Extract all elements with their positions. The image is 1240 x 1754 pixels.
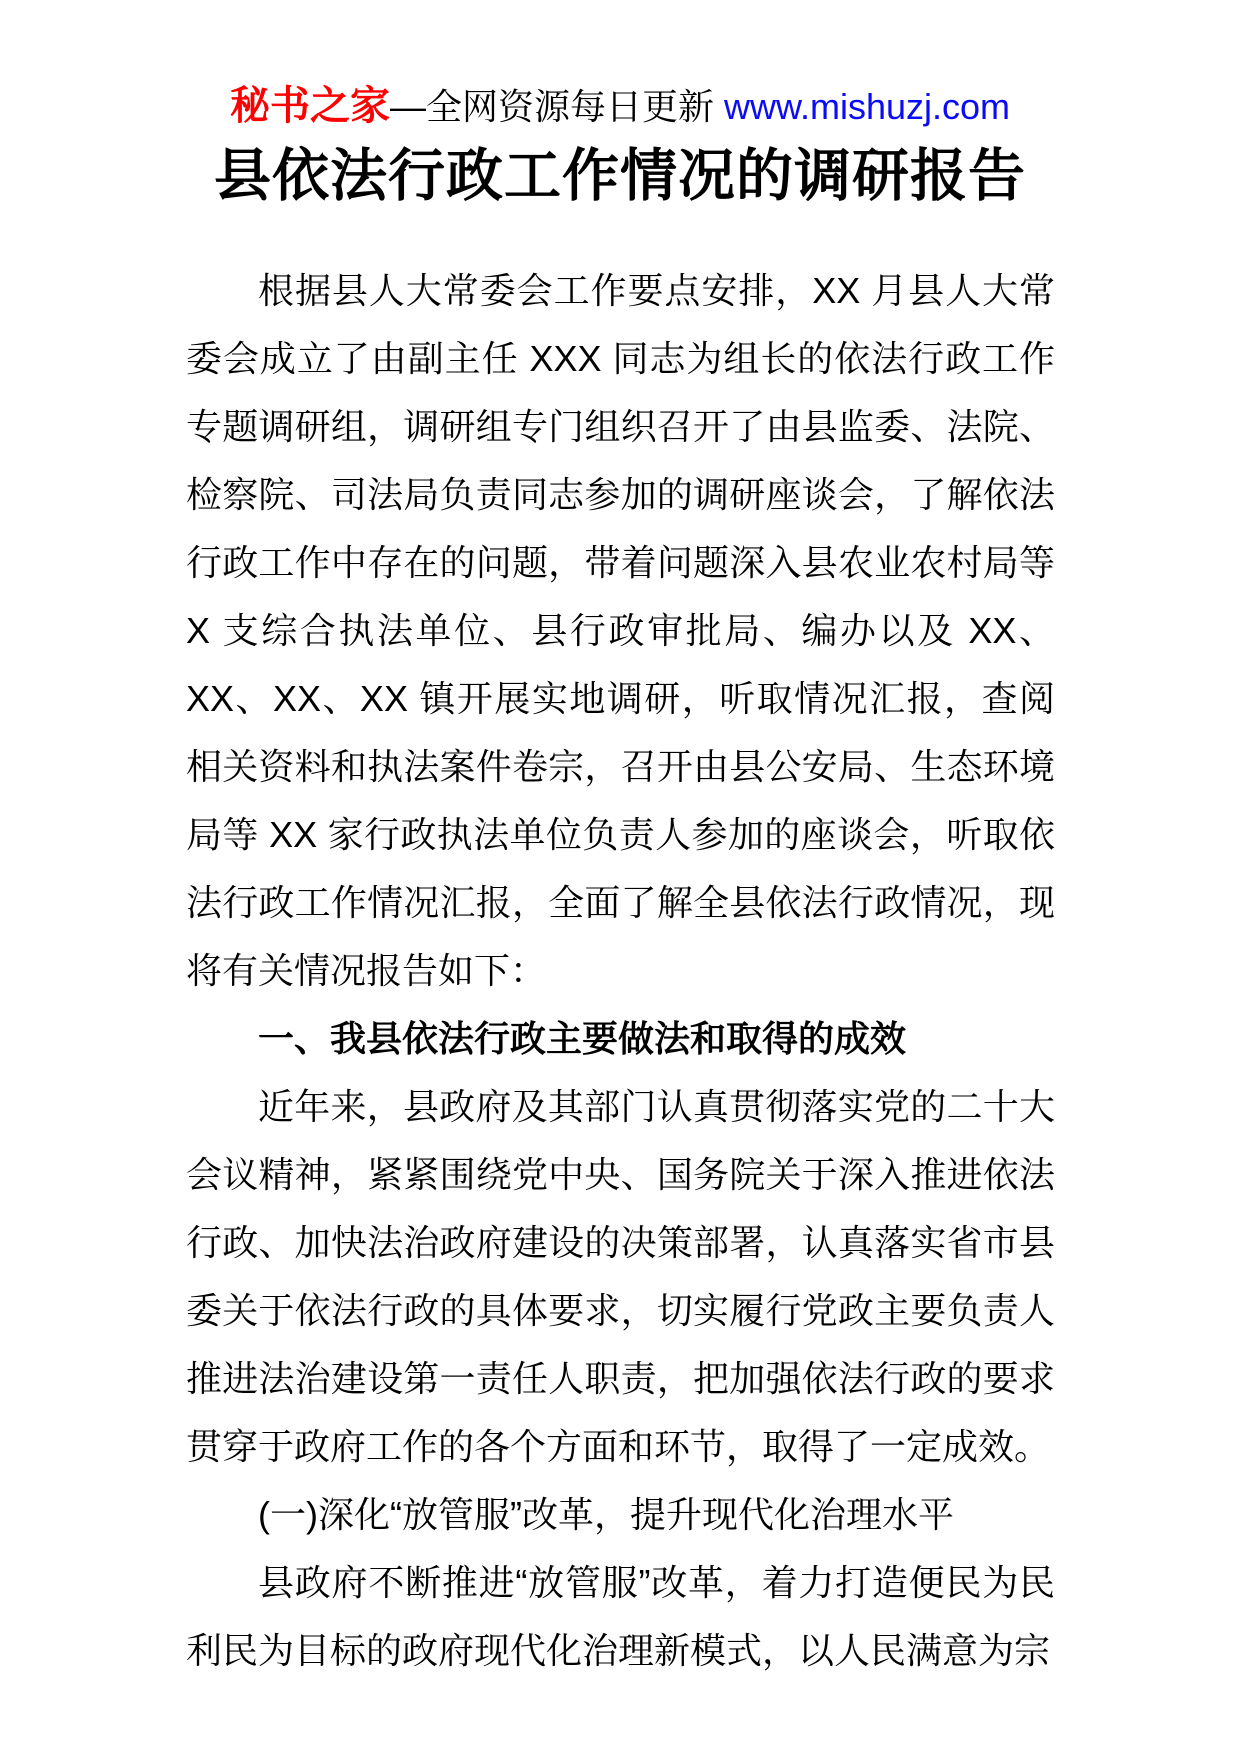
- document-title: 县依法行政工作情况的调研报告: [214, 144, 1026, 208]
- site-tagline: —全网资源每日更新: [389, 86, 724, 127]
- site-url-link[interactable]: www.mishuzj.com: [723, 86, 1011, 127]
- site-brand: 秘书之家: [229, 84, 390, 128]
- site-header: [0, 0, 1240, 131]
- subsection-heading-1-1: (一)深化“放管服”改革，提升现代化治理水平: [258, 1494, 954, 1535]
- section-heading-1: 一、我县依法行政主要做法和取得的成效: [258, 1018, 907, 1059]
- document-body: [186, 257, 1055, 1685]
- paragraph-section-1: 近年来，县政府及其部门认真贯彻落实党的二十大会议精神，紧紧围绕党中央、国务院关于深入推进依法行政、加快法治政府建设的决策部署，认真落实省市县委关于依法行政的具体要求，切实履行党政主要负责人推进法治建设第一责任人职责，把加强依法行政的要求贯穿于政府工作的各个方面和环节，取得了一定成效。: [186, 1086, 1055, 1467]
- paragraph-subsection-1-1: 县政府不断推进“放管服”改革，着力打造便民为民利民为目标的政府现代化治理新模式，以人民满意为宗: [186, 1562, 1055, 1671]
- paragraph-intro: 根据县人大常委会工作要点安排，XX 月县人大常委会成立了由副主任 XXX 同志为组长的依法行政工作专题调研组，调研组专门组织召开了由县监委、法院、检察院、司法局负责同志参加的调研座谈会，了解依法行政工作中存在的问题，带着问题深入县农业农村局等 X 支综合执法单位、县行政审批局、编办以及 XX、XX、XX、XX 镇开展实地调研，听取情况汇报，查阅相关资料和执法案件卷宗，召开由县公安局、生态环境局等 XX 家行政执法单位负责人参加的座谈会，听取依法行政工作情况汇报，全面了解全县依法行政情况，现将有关情况报告如下：: [186, 270, 1055, 991]
